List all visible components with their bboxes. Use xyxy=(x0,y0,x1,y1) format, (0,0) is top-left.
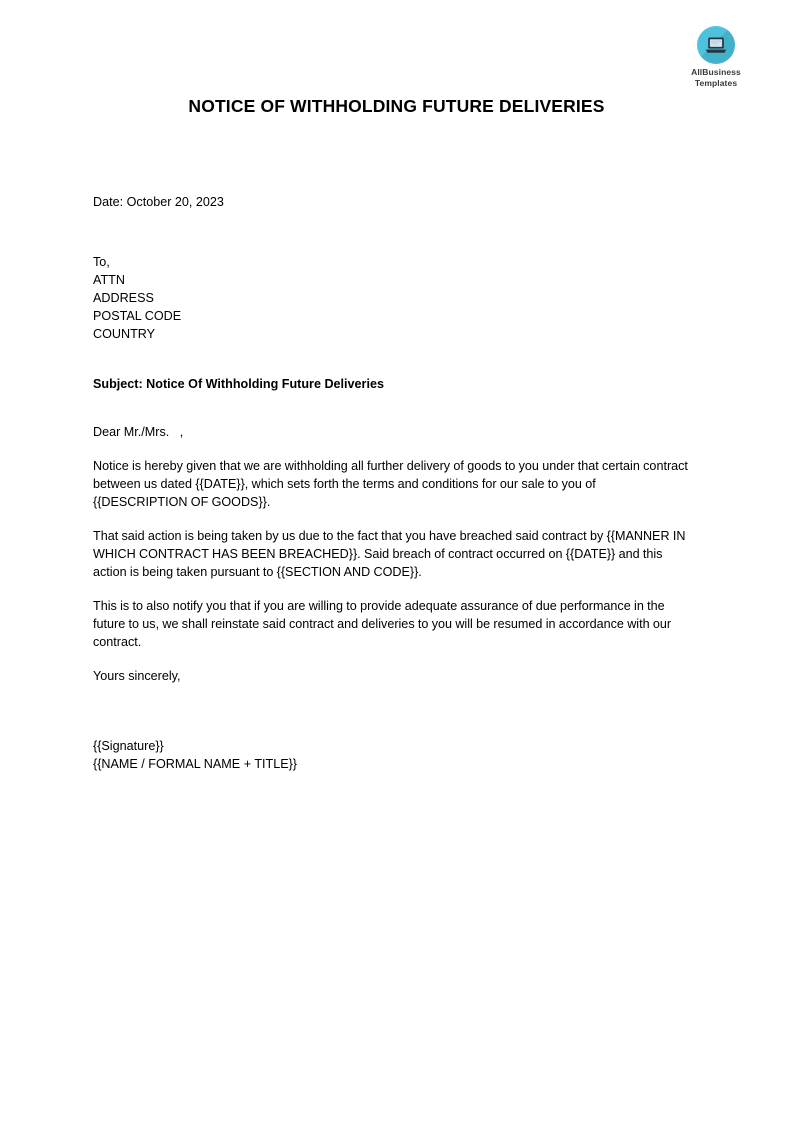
logo-wordmark-line2: Templates xyxy=(694,77,738,88)
body-paragraph-1: Notice is hereby given that we are withholding all further delivery of goods to you under that certain contract between us dated {{DATE}}, which sets forth the terms and conditions for our sale to you of {{DESCRIPTION OF GOODS}}. xyxy=(93,459,688,509)
address-line-to: To, xyxy=(93,255,110,269)
salutation: Dear Mr./Mrs. , xyxy=(93,425,184,439)
name-title-placeholder: {{NAME / FORMAL NAME + TITLE}} xyxy=(93,757,298,771)
laptop-icon xyxy=(697,26,735,64)
allbusiness-templates-logo xyxy=(678,26,754,88)
body-paragraph-2: That said action is being taken by us due to the fact that you have breached said contract by {{MANNER IN WHICH CONTRACT HAS BEEN BREACHED}}. Said breach of contract occurred on {{DATE}} and this action is being taken pursuant to {{SECTION AND CODE}}. xyxy=(93,529,686,579)
page-title: NOTICE OF WITHHOLDING FUTURE DELIVERIES xyxy=(188,96,605,116)
closing-line: Yours sincerely, xyxy=(93,669,181,683)
spacer-after-subject xyxy=(93,393,693,423)
recipient-address-block xyxy=(93,253,693,343)
spacer-after-paragraph-1 xyxy=(93,511,693,527)
address-line-country: COUNTRY xyxy=(93,327,156,341)
logo-wordmark-line1: AllBusiness xyxy=(691,67,741,77)
logo-wordmark xyxy=(678,67,754,88)
subject-line: Subject: Notice Of Withholding Future Deliveries xyxy=(93,377,384,391)
body-paragraph-3: This is to also notify you that if you are willing to provide adequate assurance of due performance in the future to us, we shall reinstate said contract and deliveries to you will be resumed in accordance with our contract. xyxy=(93,599,672,649)
spacer-after-date xyxy=(93,211,693,253)
address-line-postal-code: POSTAL CODE xyxy=(93,309,182,323)
spacer-after-address xyxy=(93,343,693,375)
signature-placeholder: {{Signature}} xyxy=(93,739,164,753)
signature-space xyxy=(93,685,693,737)
spacer-after-salutation xyxy=(93,441,693,457)
spacer-after-paragraph-3 xyxy=(93,651,693,667)
address-line-attn: ATTN xyxy=(93,273,125,287)
spacer-after-paragraph-2 xyxy=(93,581,693,597)
address-line-address: ADDRESS xyxy=(93,291,154,305)
letter-body xyxy=(93,193,693,773)
date-line: Date: October 20, 2023 xyxy=(93,195,224,209)
